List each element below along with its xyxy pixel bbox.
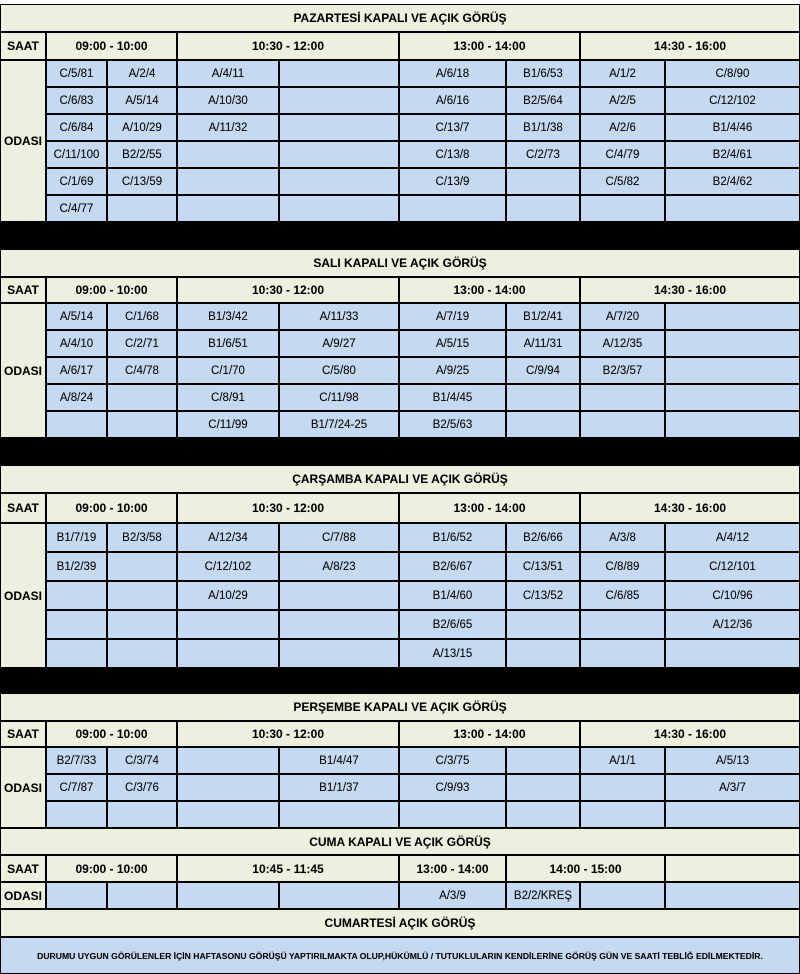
room-cell: B1/4/47	[279, 747, 399, 774]
saat-label: SAAT	[0, 855, 46, 882]
time-slot-header: 09:00 - 10:00	[46, 277, 177, 303]
room-cell	[506, 195, 580, 222]
time-slot-header: 13:00 - 14:00	[399, 721, 580, 747]
room-cell	[399, 195, 506, 222]
time-slot-header: 10:45 - 11:45	[177, 855, 399, 882]
room-cell: B2/4/61	[665, 141, 800, 168]
room-cell: A/2/4	[107, 60, 177, 87]
odasi-label: ODASI	[0, 882, 46, 909]
day-title: SALI KAPALI VE AÇIK GÖRÜŞ	[0, 249, 800, 277]
saat-label: SAAT	[0, 277, 46, 303]
room-cell: C/13/7	[399, 114, 506, 141]
room-cell: C/13/8	[399, 141, 506, 168]
room-cell	[46, 882, 107, 909]
room-cell: C/11/99	[177, 411, 279, 438]
time-slot-header: 14:30 - 16:00	[580, 277, 800, 303]
room-cell: C/2/71	[107, 330, 177, 357]
room-cell: A/12/35	[580, 330, 665, 357]
room-cell: B2/2/55	[107, 141, 177, 168]
room-cell	[46, 639, 107, 668]
room-cell	[506, 774, 580, 801]
room-cell: A/3/9	[399, 882, 506, 909]
room-cell: A/5/13	[665, 747, 800, 774]
room-cell: A/12/34	[177, 523, 279, 552]
room-cell: A/8/23	[279, 552, 399, 581]
room-cell: C/8/91	[177, 384, 279, 411]
room-cell: C/9/94	[506, 357, 580, 384]
room-cell: C/3/76	[107, 774, 177, 801]
room-cell: B1/7/19	[46, 523, 107, 552]
room-cell	[107, 581, 177, 610]
room-cell	[107, 195, 177, 222]
room-cell: C/4/77	[46, 195, 107, 222]
room-cell	[665, 330, 800, 357]
room-cell	[580, 384, 665, 411]
saat-label: SAAT	[0, 721, 46, 747]
room-cell: A/11/32	[177, 114, 279, 141]
room-cell: C/5/82	[580, 168, 665, 195]
day-title: CUMARTESİ AÇIK GÖRÜŞ	[0, 909, 800, 937]
time-slot-header: 14:00 - 15:00	[506, 855, 665, 882]
room-cell: C/13/52	[506, 581, 580, 610]
room-cell	[506, 610, 580, 639]
room-cell: A/9/27	[279, 330, 399, 357]
room-cell	[580, 639, 665, 668]
room-cell	[665, 882, 800, 909]
room-cell	[506, 747, 580, 774]
room-cell: C/12/101	[665, 552, 800, 581]
day-separator-bar	[0, 668, 800, 696]
time-slot-header: 14:30 - 16:00	[580, 721, 800, 747]
time-slot-header: 09:00 - 10:00	[46, 855, 177, 882]
time-slot-header: 09:00 - 10:00	[46, 721, 177, 747]
room-cell: A/1/1	[580, 747, 665, 774]
room-cell	[506, 801, 580, 828]
room-cell	[46, 411, 107, 438]
time-slot-header: 13:00 - 14:00	[399, 493, 580, 523]
room-cell: C/13/9	[399, 168, 506, 195]
room-cell: B2/3/57	[580, 357, 665, 384]
room-cell	[46, 581, 107, 610]
room-cell: A/2/6	[580, 114, 665, 141]
time-slot-header: 13:00 - 14:00	[399, 32, 580, 60]
room-cell: A/10/29	[177, 581, 279, 610]
room-cell: C/11/98	[279, 384, 399, 411]
room-cell	[177, 801, 279, 828]
room-cell	[177, 774, 279, 801]
room-cell	[107, 882, 177, 909]
room-cell: C/1/68	[107, 303, 177, 330]
room-cell	[279, 141, 399, 168]
room-cell: B2/5/64	[506, 87, 580, 114]
room-cell: A/6/17	[46, 357, 107, 384]
room-cell: A/5/14	[107, 87, 177, 114]
room-cell	[279, 581, 399, 610]
room-cell: B1/3/42	[177, 303, 279, 330]
room-cell	[665, 195, 800, 222]
room-cell: B1/4/45	[399, 384, 506, 411]
room-cell	[177, 141, 279, 168]
room-cell: B2/6/66	[506, 523, 580, 552]
room-cell: A/3/8	[580, 523, 665, 552]
room-cell	[399, 801, 506, 828]
saat-label: SAAT	[0, 493, 46, 523]
room-cell: A/7/19	[399, 303, 506, 330]
day-title: CUMA KAPALI VE AÇIK GÖRÜŞ	[0, 828, 800, 855]
room-cell: B2/3/58	[107, 523, 177, 552]
room-cell	[665, 303, 800, 330]
room-cell: B1/6/51	[177, 330, 279, 357]
time-slot-header: 10:30 - 12:00	[177, 32, 399, 60]
room-cell: A/4/12	[665, 523, 800, 552]
room-cell	[177, 610, 279, 639]
room-cell: B1/4/46	[665, 114, 800, 141]
time-slot-header: 09:00 - 10:00	[46, 493, 177, 523]
odasi-label: ODASI	[0, 303, 46, 438]
room-cell: C/8/90	[665, 60, 800, 87]
room-cell: A/4/11	[177, 60, 279, 87]
day-title: PERŞEMBE KAPALI VE AÇIK GÖRÜŞ	[0, 693, 800, 721]
room-cell	[506, 411, 580, 438]
odasi-label: ODASI	[0, 60, 46, 222]
room-cell	[665, 357, 800, 384]
room-cell	[580, 801, 665, 828]
room-cell: A/2/5	[580, 87, 665, 114]
room-cell: B1/1/38	[506, 114, 580, 141]
room-cell	[279, 60, 399, 87]
empty-header-cell	[665, 855, 800, 882]
room-cell	[580, 411, 665, 438]
room-cell: C/13/59	[107, 168, 177, 195]
room-cell: B1/2/41	[506, 303, 580, 330]
saat-label: SAAT	[0, 32, 46, 60]
room-cell	[279, 87, 399, 114]
day-title: PAZARTESİ KAPALI VE AÇIK GÖRÜŞ	[0, 4, 800, 32]
room-cell	[580, 610, 665, 639]
room-cell	[506, 384, 580, 411]
room-cell	[279, 801, 399, 828]
room-cell	[665, 639, 800, 668]
room-cell: A/10/29	[107, 114, 177, 141]
odasi-label: ODASI	[0, 523, 46, 668]
room-cell: B1/1/37	[279, 774, 399, 801]
room-cell	[177, 195, 279, 222]
room-cell: B2/6/67	[399, 552, 506, 581]
room-cell: B1/6/52	[399, 523, 506, 552]
room-cell: A/11/31	[506, 330, 580, 357]
room-cell: C/10/96	[665, 581, 800, 610]
room-cell	[279, 114, 399, 141]
room-cell	[177, 168, 279, 195]
room-cell: A/11/33	[279, 303, 399, 330]
room-cell	[107, 610, 177, 639]
room-cell	[580, 774, 665, 801]
time-slot-header: 13:00 - 14:00	[399, 855, 506, 882]
room-cell: B1/6/53	[506, 60, 580, 87]
room-cell: C/1/69	[46, 168, 107, 195]
room-cell: A/12/36	[665, 610, 800, 639]
room-cell	[580, 882, 665, 909]
room-cell	[279, 882, 399, 909]
room-cell	[279, 639, 399, 668]
room-cell	[46, 610, 107, 639]
room-cell: C/3/75	[399, 747, 506, 774]
day-separator-bar	[0, 222, 800, 249]
room-cell: B2/4/62	[665, 168, 800, 195]
room-cell: B1/2/39	[46, 552, 107, 581]
room-cell	[177, 882, 279, 909]
room-cell: A/5/14	[46, 303, 107, 330]
time-slot-header: 14:30 - 16:00	[580, 493, 800, 523]
time-slot-header: 10:30 - 12:00	[177, 277, 399, 303]
room-cell: A/13/15	[399, 639, 506, 668]
time-slot-header: 09:00 - 10:00	[46, 32, 177, 60]
room-cell: C/13/51	[506, 552, 580, 581]
room-cell	[107, 552, 177, 581]
room-cell: B2/2/KREŞ	[506, 882, 580, 909]
room-cell: C/7/88	[279, 523, 399, 552]
room-cell: C/5/81	[46, 60, 107, 87]
room-cell	[279, 195, 399, 222]
room-cell: B2/6/65	[399, 610, 506, 639]
room-cell: C/11/100	[46, 141, 107, 168]
room-cell: C/6/85	[580, 581, 665, 610]
room-cell	[279, 168, 399, 195]
room-cell: A/6/18	[399, 60, 506, 87]
room-cell: A/3/7	[665, 774, 800, 801]
room-cell: C/12/102	[665, 87, 800, 114]
room-cell: A/9/25	[399, 357, 506, 384]
room-cell	[665, 384, 800, 411]
room-cell	[107, 801, 177, 828]
room-cell	[107, 384, 177, 411]
room-cell	[107, 639, 177, 668]
room-cell	[665, 411, 800, 438]
room-cell	[46, 801, 107, 828]
room-cell: C/5/80	[279, 357, 399, 384]
room-cell: A/6/16	[399, 87, 506, 114]
room-cell	[665, 801, 800, 828]
room-cell: A/8/24	[46, 384, 107, 411]
room-cell: A/4/10	[46, 330, 107, 357]
room-cell: C/3/74	[107, 747, 177, 774]
room-cell: A/1/2	[580, 60, 665, 87]
room-cell: C/7/87	[46, 774, 107, 801]
room-cell: A/7/20	[580, 303, 665, 330]
day-separator-bar	[0, 438, 800, 466]
room-cell	[506, 168, 580, 195]
room-cell: C/4/78	[107, 357, 177, 384]
room-cell	[506, 639, 580, 668]
room-cell: C/1/70	[177, 357, 279, 384]
room-cell	[279, 610, 399, 639]
weekend-note: DURUMU UYGUN GÖRÜLENLER İÇİN HAFTASONU GÖRÜŞÜ YAPTIRILMAKTA OLUP,HÜKÜMLÜ / TUTUKLULARIN KENDİLERİNE GÖRÜŞ GÜN VE SAATİ TEBLİĞ EDİLMEKTEDİR.	[0, 937, 800, 974]
room-cell: B1/4/60	[399, 581, 506, 610]
room-cell	[580, 195, 665, 222]
room-cell	[177, 747, 279, 774]
room-cell: B2/7/33	[46, 747, 107, 774]
room-cell: A/5/15	[399, 330, 506, 357]
room-cell: B2/5/63	[399, 411, 506, 438]
odasi-label: ODASI	[0, 747, 46, 828]
room-cell: C/9/93	[399, 774, 506, 801]
room-cell	[177, 639, 279, 668]
room-cell: C/6/84	[46, 114, 107, 141]
room-cell: C/2/73	[506, 141, 580, 168]
room-cell: C/4/79	[580, 141, 665, 168]
time-slot-header: 10:30 - 12:00	[177, 493, 399, 523]
day-title: ÇARŞAMBA KAPALI VE AÇIK GÖRÜŞ	[0, 465, 800, 493]
room-cell: C/12/102	[177, 552, 279, 581]
room-cell: B1/7/24-25	[279, 411, 399, 438]
room-cell: A/10/30	[177, 87, 279, 114]
room-cell	[107, 411, 177, 438]
time-slot-header: 10:30 - 12:00	[177, 721, 399, 747]
time-slot-header: 14:30 - 16:00	[580, 32, 800, 60]
room-cell: C/8/89	[580, 552, 665, 581]
room-cell: C/6/83	[46, 87, 107, 114]
time-slot-header: 13:00 - 14:00	[399, 277, 580, 303]
